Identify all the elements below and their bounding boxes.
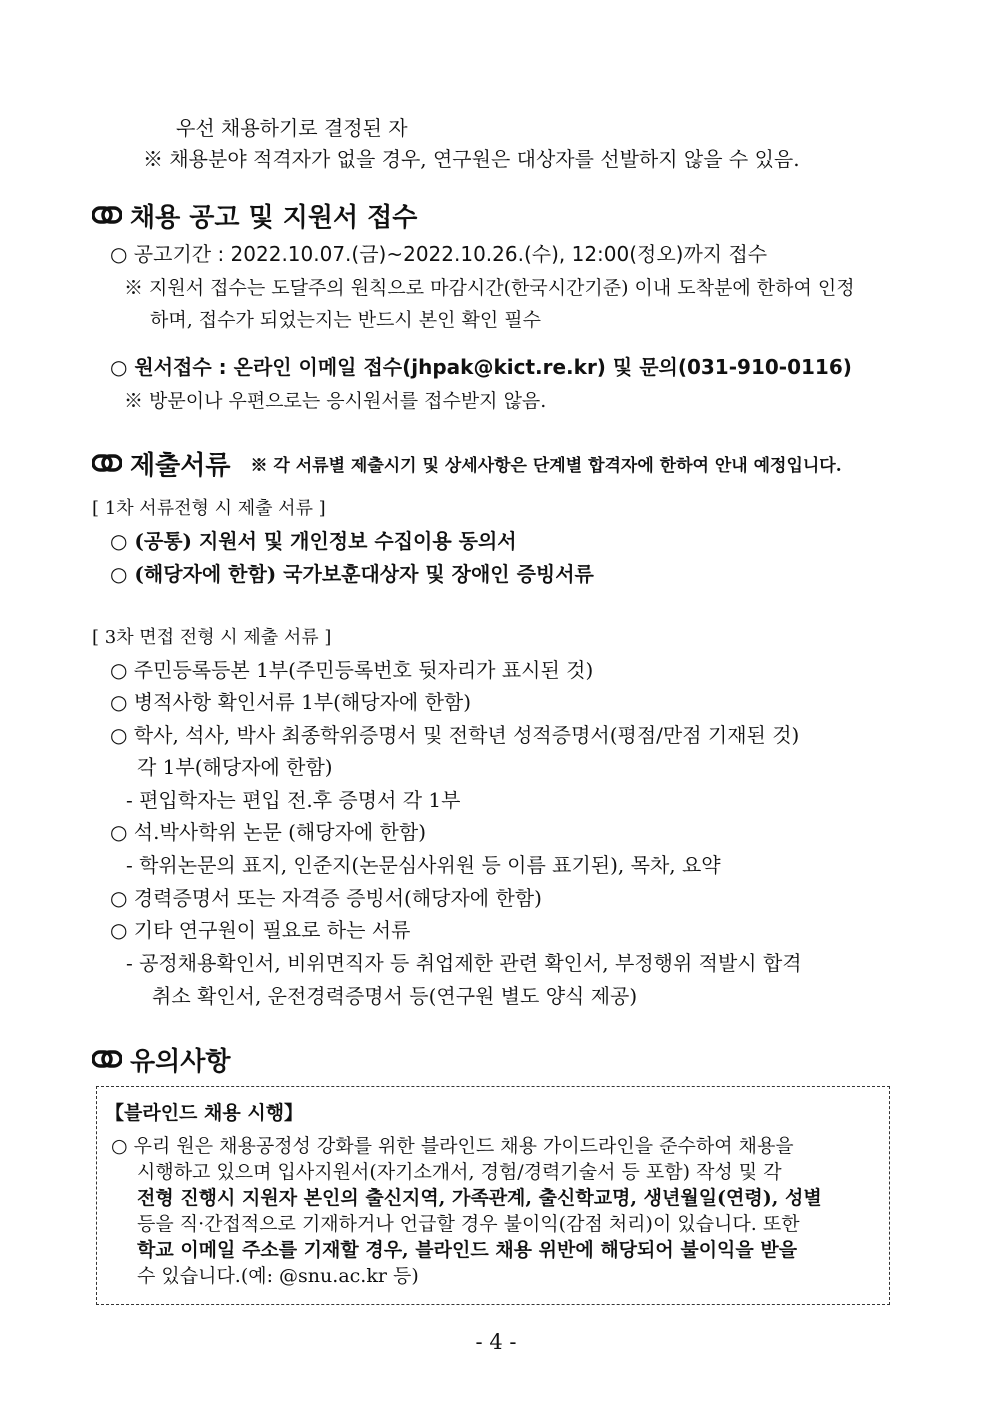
- intro-line-1: 우선 채용하기로 결정된 자: [176, 116, 408, 140]
- link-icon: [92, 204, 122, 226]
- box-line: 시행하고 있으며 입사지원서(자기소개서, 경험/경력기술서 등 포함) 작성 및 각: [137, 1161, 782, 1183]
- link-icon: [92, 1048, 122, 1070]
- section-heading-caution: [92, 1042, 230, 1076]
- box-line: 학교 이메일 주소를 기재할 경우, 블라인드 채용 위반에 해당되어 불이익을 받을: [137, 1239, 798, 1261]
- section-title-announce: 채용 공고 및 지원서 접수: [130, 202, 418, 233]
- third-stage-line: ○ 주민등록등본 1부(주민등록번호 뒷자리가 표시된 것): [110, 658, 594, 682]
- third-stage-line: ○ 병적사항 확인서류 1부(해당자에 한함): [110, 690, 472, 714]
- announce-period-note-1: ※ 지원서 접수는 도달주의 원칙으로 마감시간(한국시간기준) 이내 도착분에 한하여 인정: [124, 277, 855, 299]
- box-title: 【블라인드 채용 시행】: [105, 1102, 304, 1124]
- section-title-documents: 제출서류: [130, 450, 231, 481]
- section-heading-announce: [92, 198, 417, 232]
- link-icon: [92, 452, 122, 474]
- third-stage-line: ○ 경력증명서 또는 자격증 증빙서(해당자에 한함): [110, 886, 542, 910]
- first-stage-item: ○ (해당자에 한함) 국가보훈대상자 및 장애인 증빙서류: [110, 562, 594, 586]
- box-line: 수 있습니다.(예: @snu.ac.kr 등): [137, 1265, 419, 1287]
- intro-line-2: ※ 채용분야 적격자가 없을 경우, 연구원은 대상자를 선발하지 않을 수 있음.: [143, 147, 800, 171]
- box-line: 전형 진행시 지원자 본인의 출신지역, 가족관계, 출신학교명, 생년월일(연령), 성별: [137, 1187, 822, 1209]
- section-title-caution: 유의사항: [130, 1046, 231, 1077]
- third-stage-line: 각 1부(해당자에 한함): [137, 755, 333, 779]
- third-stage-line: - 편입학자는 편입 전.후 증명서 각 1부: [126, 788, 461, 812]
- announce-apply: ○ 원서접수 : 온라인 이메일 접수(jhpak@kict.re.kr) 및 문의(031-910-0116): [110, 355, 852, 379]
- first-stage-header: [ 1차 서류전형 시 제출 서류 ]: [92, 498, 326, 519]
- section-heading-documents: [92, 446, 842, 480]
- documents-note: ※ 각 서류별 제출시기 및 상세사항은 단계별 합격자에 한하여 안내 예정입니다.: [250, 455, 842, 476]
- announce-period-note-2: 하며, 접수가 되었는지는 반드시 본인 확인 필수: [150, 309, 542, 331]
- third-stage-line: 취소 확인서, 운전경력증명서 등(연구원 별도 양식 제공): [152, 984, 638, 1008]
- box-line: ○ 우리 원은 채용공정성 강화를 위한 블라인드 채용 가이드라인을 준수하여 채용을: [111, 1135, 794, 1157]
- third-stage-header: [ 3차 면접 전형 시 제출 서류 ]: [92, 627, 332, 648]
- box-line: 등을 직·간접적으로 기재하거나 언급할 경우 불이익(감점 처리)이 있습니다. 또한: [137, 1213, 800, 1235]
- first-stage-item: ○ (공통) 지원서 및 개인정보 수집이용 동의서: [110, 529, 517, 553]
- third-stage-line: ○ 기타 연구원이 필요로 하는 서류: [110, 918, 411, 942]
- blind-hiring-box: [96, 1086, 890, 1305]
- third-stage-line: - 학위논문의 표지, 인준지(논문심사위원 등 이름 표기된), 목차, 요약: [126, 853, 721, 877]
- announce-period: ○ 공고기간 : 2022.10.07.(금)~2022.10.26.(수), 12:00(정오)까지 접수: [110, 242, 768, 266]
- third-stage-line: ○ 학사, 석사, 박사 최종학위증명서 및 전학년 성적증명서(평점/만점 기재된 것): [110, 723, 800, 747]
- third-stage-line: ○ 석.박사학위 논문 (해당자에 한함): [110, 820, 427, 844]
- announce-apply-note: ※ 방문이나 우편으로는 응시원서를 접수받지 않음.: [124, 390, 547, 412]
- third-stage-line: - 공정채용확인서, 비위면직자 등 취업제한 관련 확인서, 부정행위 적발시 합격: [126, 951, 802, 975]
- page-number: - 4 -: [475, 1330, 517, 1354]
